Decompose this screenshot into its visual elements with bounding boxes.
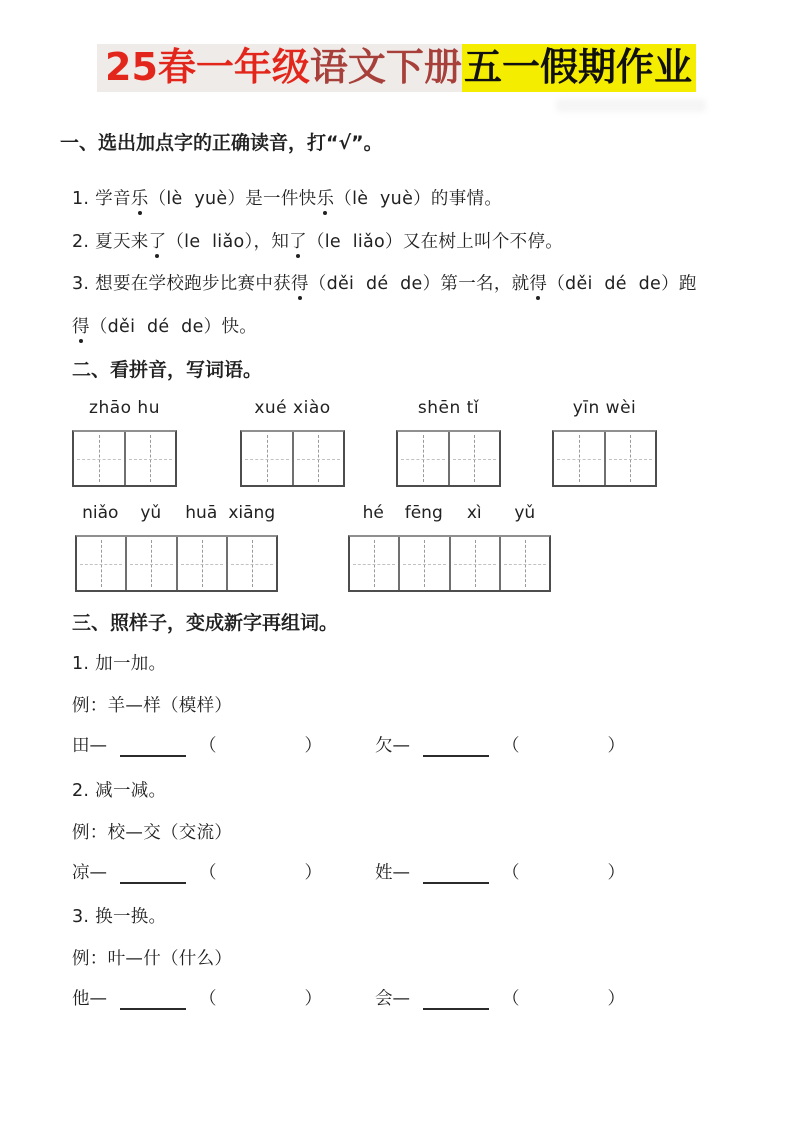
pinyin-label-shenti: shēn tǐ	[417, 398, 480, 418]
item3-seg: （děi dé de）第一名，就	[308, 274, 530, 294]
fill-blank-row-2	[72, 859, 678, 884]
tianzige-grid	[348, 535, 551, 592]
fill-blank-pair	[375, 985, 678, 1010]
sub1-example: 例：羊—样（模样）	[72, 696, 233, 716]
tianzige-grid	[75, 535, 278, 592]
paren-open: （	[502, 736, 520, 756]
pair-stem: 凉—	[72, 863, 107, 883]
pinyin-syllable: fēng	[404, 503, 443, 523]
fill-blank-row-3	[72, 985, 678, 1010]
item3-seg: （děi dé de）跑	[547, 274, 697, 294]
tianzige-grid	[72, 430, 177, 487]
sub3-example: 例：叶—什（什么）	[72, 949, 233, 969]
pinyin-syllable: hé	[362, 503, 384, 523]
tianzige-grid	[240, 430, 345, 487]
tianzige-cell	[450, 432, 500, 485]
fill-blank-pair	[72, 732, 375, 757]
item1-dotted-char: 乐	[316, 189, 335, 209]
tianzige-cell	[554, 432, 606, 485]
paren-open: （	[199, 736, 217, 756]
pinyin-syllable: yǔ	[140, 503, 162, 523]
item2-dotted-char: 了	[148, 232, 167, 252]
question-item-3-line2	[72, 313, 257, 338]
tianzige-cell	[178, 537, 228, 590]
pinyin-syllable: niǎo	[82, 503, 119, 523]
paren-open: （	[502, 863, 520, 883]
tianzige-cell	[350, 537, 400, 590]
tianzige-cell	[400, 537, 450, 590]
fill-blank-pair	[375, 732, 678, 757]
tianzige-cell	[606, 432, 656, 485]
blank-line	[120, 734, 186, 757]
item3-dotted-char: 得	[72, 317, 90, 337]
pair-stem: 会—	[375, 989, 410, 1009]
paren-close: ）	[304, 863, 322, 883]
item1-dotted-char: 乐	[130, 189, 149, 209]
section-2-heading: 二、看拼音，写词语。	[72, 359, 263, 381]
tianzige-cell	[228, 537, 276, 590]
tianzige-cell	[398, 432, 450, 485]
title-grade-text: 25春一年级	[105, 45, 310, 89]
sub2-example: 例：校—交（交流）	[72, 823, 233, 843]
blank-line	[423, 734, 489, 757]
tianzige-cell	[242, 432, 294, 485]
section-3-heading: 三、照样子，变成新字再组词。	[72, 612, 339, 634]
paren-open: （	[199, 863, 217, 883]
title-highlight-text: 五一假期作业	[462, 44, 696, 92]
tianzige-grid	[396, 430, 501, 487]
blank-line	[120, 987, 186, 1010]
pinyin-syllable: xì	[466, 503, 482, 523]
worksheet-title	[0, 42, 793, 92]
paren-open: （	[199, 989, 217, 1009]
item2-seg: （le liǎo）又在树上叫个不停。	[306, 232, 564, 252]
item3-seg: 3. 想要在学校跑步比赛中获	[72, 274, 291, 294]
question-item-3-line1	[72, 270, 697, 295]
fill-blank-pair	[375, 859, 678, 884]
item2-seg: （le liǎo），知	[166, 232, 290, 252]
question-item-1	[72, 185, 502, 210]
fill-blank-pair	[72, 985, 375, 1010]
fill-blank-pair	[72, 859, 375, 884]
tianzige-cell	[294, 432, 344, 485]
pair-stem: 姓—	[375, 863, 410, 883]
paren-close: ）	[304, 989, 322, 1009]
print-artifact	[556, 99, 706, 112]
pinyin-label-yinwei: yīn wèi	[572, 398, 637, 418]
item1-seg: 1. 学音	[72, 189, 131, 209]
title-main	[97, 44, 462, 92]
pair-stem: 他—	[72, 989, 107, 1009]
item1-seg: （lè yuè）的事情。	[334, 189, 503, 209]
fill-blank-row-1	[72, 732, 678, 757]
title-subject-text: 语文下册	[309, 45, 462, 89]
pair-stem: 欠—	[375, 736, 410, 756]
pinyin-label-niaoyuhuaxiang	[75, 503, 278, 523]
item2-dotted-char: 了	[289, 232, 307, 252]
sub1-label: 1. 加一加。	[72, 654, 167, 674]
blank-line	[423, 987, 489, 1010]
pinyin-label-hefengxiyu	[348, 503, 551, 523]
item3-dotted-char: 得	[529, 274, 548, 294]
tianzige-cell	[501, 537, 549, 590]
tianzige-cell	[127, 537, 177, 590]
sub3-label: 3. 换一换。	[72, 907, 167, 927]
item3-seg: （děi dé de）快。	[89, 317, 258, 337]
paren-close: ）	[304, 736, 322, 756]
paren-close: ）	[607, 989, 625, 1009]
sub2-label: 2. 减一减。	[72, 781, 167, 801]
paren-close: ）	[607, 863, 625, 883]
section-1-heading: 一、选出加点字的正确读音，打“√”。	[60, 132, 383, 154]
tianzige-cell	[74, 432, 126, 485]
paren-open: （	[502, 989, 520, 1009]
item3-dotted-char: 得	[290, 274, 309, 294]
pinyin-syllable: xiāng	[228, 503, 276, 523]
blank-line	[120, 861, 186, 884]
pinyin-syllable: yǔ	[514, 503, 536, 523]
tianzige-cell	[126, 432, 176, 485]
blank-line	[423, 861, 489, 884]
pinyin-label-zhaohu: zhāo hu	[89, 398, 160, 418]
item2-seg: 2. 夏天来	[72, 232, 149, 252]
tianzige-grid	[552, 430, 657, 487]
pinyin-label-xuexiao: xué xiào	[254, 398, 331, 418]
tianzige-cell	[77, 537, 127, 590]
pair-stem: 田—	[72, 736, 107, 756]
item1-seg: （lè yuè）是一件快	[148, 189, 317, 209]
paren-close: ）	[607, 736, 625, 756]
pinyin-syllable: huā	[185, 503, 218, 523]
question-item-2	[72, 228, 563, 253]
tianzige-cell	[451, 537, 501, 590]
